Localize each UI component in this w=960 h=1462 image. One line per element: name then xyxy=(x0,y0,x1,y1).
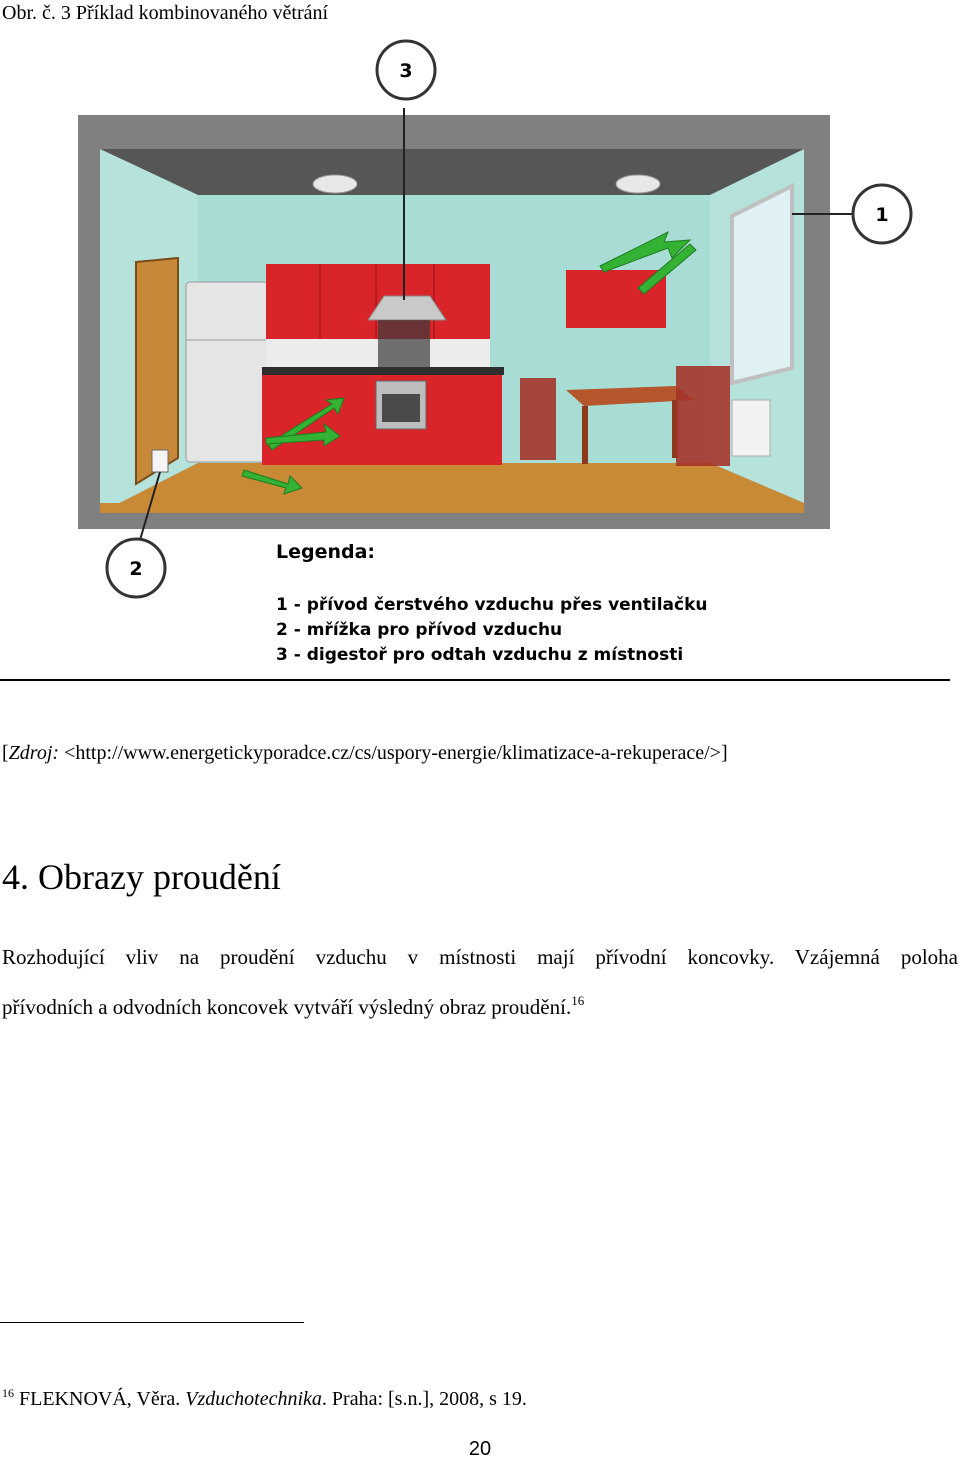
source-url: <http://www.energetickyporadce.cz/cs/uspory-energie/klimatizace-a-rekuperace/>] xyxy=(59,742,728,764)
footnote-title: Vzduchotechnika xyxy=(185,1388,322,1410)
fridge xyxy=(186,282,268,462)
chair xyxy=(520,378,556,460)
legend-item: 1 - přívod čerstvého vzduchu přes ventilačku xyxy=(276,595,708,615)
marker-label-1: 1 xyxy=(875,204,889,226)
footnote-separator xyxy=(0,1322,304,1323)
source-prefix: [ xyxy=(2,742,9,764)
marker-label-3: 3 xyxy=(399,60,413,82)
footnote-rest: . Praha: [s.n.], 2008, s 19. xyxy=(321,1388,527,1410)
legend-title: Legenda: xyxy=(276,541,376,563)
ceiling-light xyxy=(313,175,357,193)
body-paragraph xyxy=(2,932,958,1032)
counter xyxy=(262,367,504,375)
footnote-author: FLEKNOVÁ, Věra. xyxy=(14,1388,186,1410)
figure-bottom-rule xyxy=(0,679,950,681)
page-number: 20 xyxy=(468,1438,492,1460)
legend-item: 2 - mřížka pro přívod vzduchu xyxy=(276,620,563,640)
source-label: Zdroj: xyxy=(8,742,60,764)
vent-grille xyxy=(152,450,168,472)
legend-item: 3 - digestoř pro odtah vzduchu z místnosti xyxy=(276,645,684,665)
paragraph-text: přívodních a odvodních koncovek vytváří výsledný obraz proudění. xyxy=(2,995,572,1019)
paragraph-line xyxy=(2,982,958,1032)
radiator xyxy=(732,400,770,456)
ceiling-light xyxy=(616,175,660,193)
footnote-reference[interactable]: 16 xyxy=(571,993,585,1008)
footnote xyxy=(2,1388,527,1411)
figure-source xyxy=(2,742,728,765)
window xyxy=(732,186,792,383)
paragraph-line: Rozhodující vliv na proudění vzduchu v místnosti mají přívodní koncovky. Vzájemná poloha xyxy=(2,945,958,969)
footnote-number: 16 xyxy=(2,1386,14,1400)
marker-label-2: 2 xyxy=(129,558,143,580)
ceiling xyxy=(100,149,804,195)
section-heading: 4. Obrazy proudění xyxy=(2,857,281,897)
ventilation-illustration xyxy=(0,38,960,670)
figure-caption: Obr. č. 3 Příklad kombinovaného větrání xyxy=(2,2,329,24)
chair xyxy=(676,366,730,466)
